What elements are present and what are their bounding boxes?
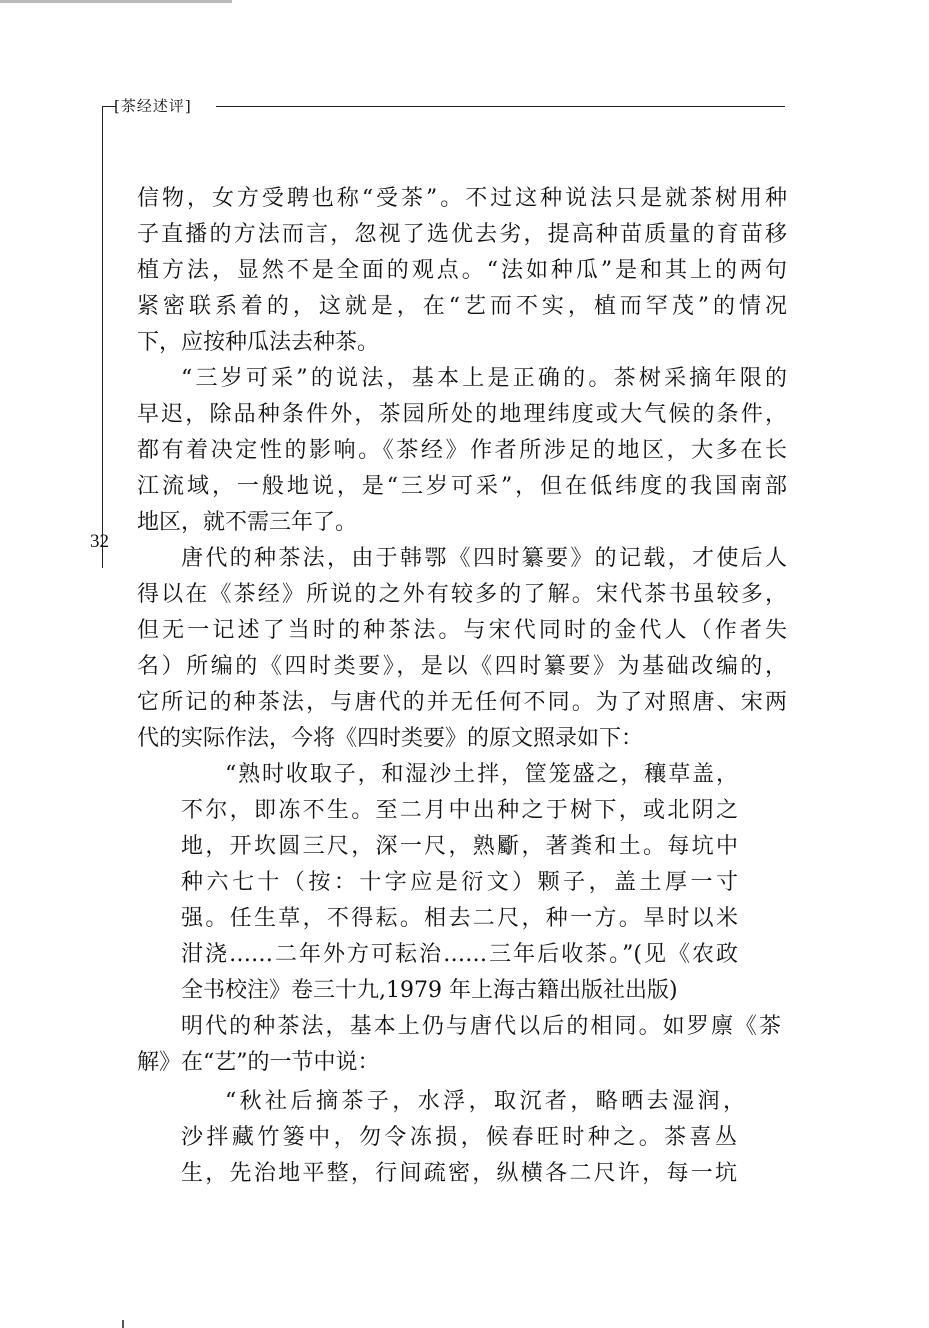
quote-line: 种六七十（按：十字应是衍文）颗子，盖土厚一寸 [181, 870, 738, 895]
margin-rule [102, 106, 103, 568]
text-line: 但无一记述了当时的种茶法。与宋代同时的金代人（作者失 [137, 618, 787, 643]
page-number: 32 [90, 531, 109, 552]
text-line: 植方法，显然不是全面的观点。“法如种瓜”是和其上的两句 [137, 258, 787, 283]
text-line: 信物，女方受聘也称“受茶”。不过这种说法只是就茶树用种 [137, 186, 787, 211]
scan-bottom-mark [122, 1320, 124, 1328]
running-header-title: [茶经述评] [114, 97, 192, 115]
quote-line: 沙拌藏竹篓中，勿令冻损，候春旺时种之。茶喜丛 [181, 1125, 737, 1150]
quote-line: 生，先治地平整，行间疏密，纵横各二尺许，每一坑 [181, 1161, 737, 1186]
quote-line: “熟时收取子，和湿沙土拌，筐笼盛之，穰草盖， [225, 762, 738, 787]
text-line: “三岁可采”的说法，基本上是正确的。茶树采摘年限的 [181, 366, 787, 391]
text-line: 都有着决定性的影响。《茶经》作者所涉足的地区，大多在长 [137, 438, 787, 463]
text-line: 江流域，一般地说，是“三岁可采”，但在低纬度的我国南部 [137, 474, 787, 499]
quote-line: 不尔，即冻不生。至二月中出种之于树下，或北阴之 [181, 798, 738, 823]
text-line: 早迟，除品种条件外，茶园所处的地理纬度或大气候的条件， [137, 402, 787, 427]
text-line: 得以在《茶经》所说的之外有较多的了解。宋代茶书虽较多， [137, 582, 787, 607]
text-line: 下，应按种瓜法去种茶。 [137, 330, 380, 355]
text-line: 唐代的种茶法，由于韩鄂《四时纂要》的记载，才使后人 [181, 546, 787, 571]
text-line: 名）所编的《四时类要》，是以《四时纂要》为基础改编的， [137, 654, 787, 679]
quote-line: 地，开坎圆三尺，深一尺，熟斸，著粪和土。每坑中 [181, 834, 738, 859]
quote-line: 泔浇……二年外方可耘治……三年后收茶。”(见《农政 [181, 942, 738, 967]
text-line: 地区，就不需三年了。 [137, 510, 358, 535]
header-rule [216, 106, 785, 107]
text-line: 明代的种茶法，基本上仍与唐代以后的相同。如罗廪《茶 [181, 1014, 781, 1039]
quote-line: 全书校注》卷三十九,1979 年上海古籍出版社出版) [181, 978, 678, 1003]
scan-top-edge [0, 0, 232, 3]
quote-line: “秋社后摘茶子，水浮，取沉者，略晒去湿润， [225, 1089, 745, 1114]
text-line: 代的实际作法，今将《四时类要》的原文照录如下： [137, 726, 644, 751]
text-line: 解》在“艺”的一节中说： [137, 1050, 380, 1075]
text-line: 子直播的方法而言，忽视了选优去劣，提高种苗质量的育苗移 [137, 222, 787, 247]
text-line: 紧密联系着的，这就是，在“艺而不实，植而罕茂”的情况 [137, 294, 787, 319]
quote-line: 强。任生草，不得耘。相去二尺，种一方。旱时以米 [181, 906, 738, 931]
text-line: 它所记的种茶法，与唐代的并无任何不同。为了对照唐、宋两 [137, 690, 787, 715]
